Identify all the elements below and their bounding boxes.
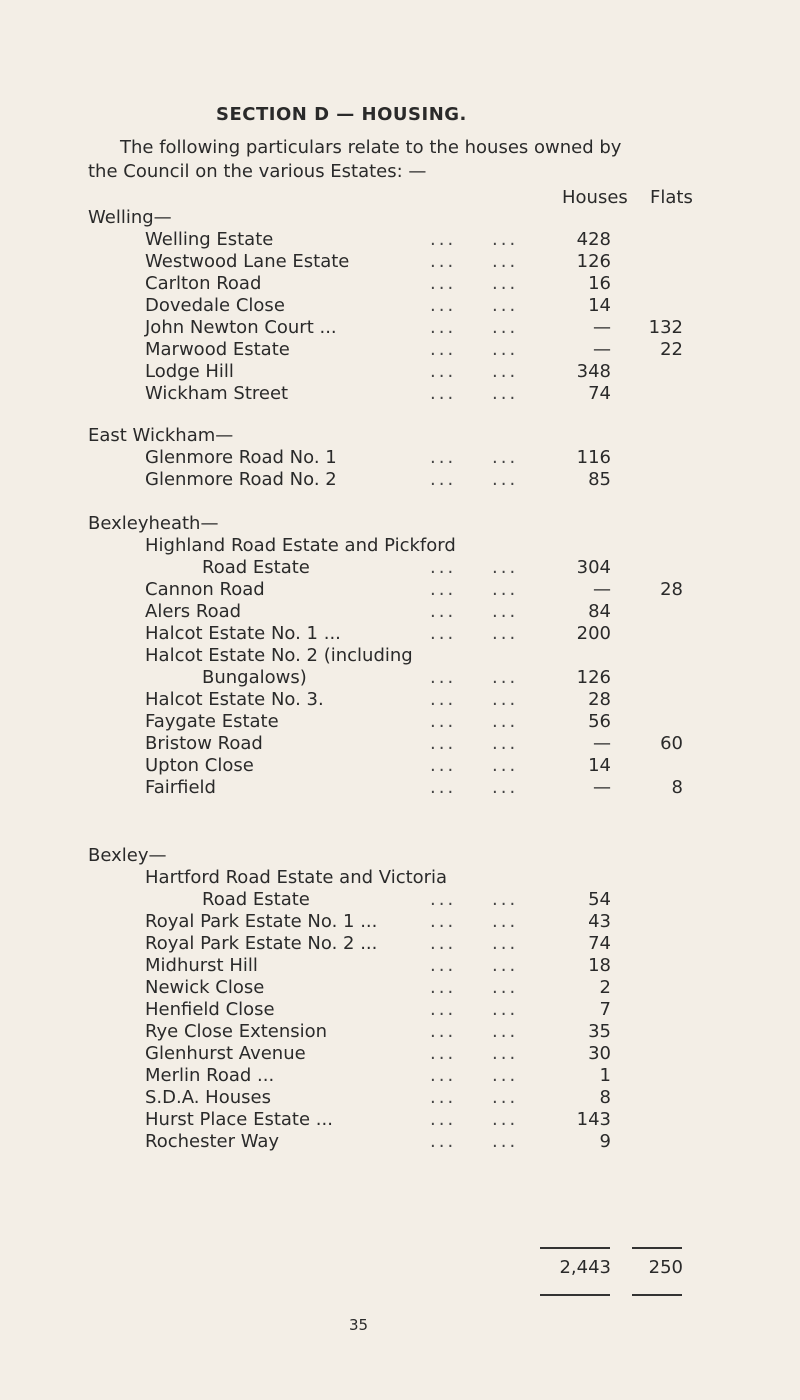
leader-dots: ... [492, 955, 519, 976]
flats-total: 250 [648, 1257, 683, 1278]
houses-count: 116 [576, 447, 611, 468]
intro-paragraph [88, 136, 728, 184]
leader-dots: ... [492, 469, 519, 490]
estate-name: Welling Estate [145, 229, 274, 250]
leader-dots: ... [430, 889, 457, 910]
houses-count: 74 [588, 933, 611, 954]
leader-dots: ... [430, 977, 457, 998]
houses-total-rule-bottom [540, 1294, 610, 1296]
leader-dots: ... [430, 383, 457, 404]
leader-dots: ... [430, 579, 457, 600]
leader-dots: ... [430, 1131, 457, 1152]
leader-dots: ... [492, 1109, 519, 1130]
table-row [0, 361, 800, 383]
houses-count: 43 [588, 911, 611, 932]
table-row [0, 557, 800, 579]
estate-name: Halcot Estate No. 2 (including [145, 645, 413, 666]
table-row [0, 733, 800, 755]
estate-name: Glenhurst Avenue [145, 1043, 306, 1064]
group-bexleyheath: Bexleyheath— [88, 513, 219, 534]
houses-count: 56 [588, 711, 611, 732]
estate-name: Hartford Road Estate and Victoria [145, 867, 448, 888]
houses-column-header: Houses [562, 187, 628, 208]
estate-name: Fairfield [145, 777, 216, 798]
leader-dots: ... [492, 733, 519, 754]
houses-count: 30 [588, 1043, 611, 1064]
estate-name: Henfield Close [145, 999, 275, 1020]
houses-count: 1 [599, 1065, 611, 1086]
leader-dots: ... [492, 777, 519, 798]
leader-dots: ... [430, 689, 457, 710]
table-row [0, 469, 800, 491]
houses-count: 126 [576, 251, 611, 272]
estate-name: Carlton Road [145, 273, 262, 294]
estate-name: Faygate Estate [145, 711, 279, 732]
houses-count: 14 [588, 755, 611, 776]
houses-count: — [593, 317, 611, 338]
group-east-wickham: East Wickham— [88, 425, 234, 446]
houses-count: 35 [588, 1021, 611, 1042]
leader-dots: ... [430, 999, 457, 1020]
leader-dots: ... [492, 623, 519, 644]
leader-dots: ... [492, 911, 519, 932]
leader-dots: ... [492, 273, 519, 294]
table-row [0, 251, 800, 273]
leader-dots: ... [492, 557, 519, 578]
houses-count: 126 [576, 667, 611, 688]
houses-count: 200 [576, 623, 611, 644]
leader-dots: ... [492, 579, 519, 600]
houses-count: 143 [576, 1109, 611, 1130]
houses-count: 428 [576, 229, 611, 250]
leader-dots: ... [430, 229, 457, 250]
estate-name: Newick Close [145, 977, 265, 998]
leader-dots: ... [492, 601, 519, 622]
houses-total: 2,443 [559, 1257, 611, 1278]
estate-name: Royal Park Estate No. 1 ... [145, 911, 378, 932]
estate-name: Glenmore Road No. 2 [145, 469, 337, 490]
houses-count: — [593, 733, 611, 754]
group-welling: Welling— [88, 207, 172, 228]
houses-count: 2 [599, 977, 611, 998]
table-row [0, 447, 800, 469]
leader-dots: ... [430, 361, 457, 382]
leader-dots: ... [492, 1065, 519, 1086]
table-row [0, 1109, 800, 1131]
estate-name: Dovedale Close [145, 295, 285, 316]
houses-count: 8 [599, 1087, 611, 1108]
leader-dots: ... [492, 339, 519, 360]
leader-dots: ... [492, 251, 519, 272]
leader-dots: ... [430, 317, 457, 338]
leader-dots: ... [492, 447, 519, 468]
table-row [0, 1131, 800, 1153]
estate-name: Alers Road [145, 601, 242, 622]
leader-dots: ... [492, 1043, 519, 1064]
estate-name: Royal Park Estate No. 2 ... [145, 933, 378, 954]
flats-count: 22 [660, 339, 683, 360]
estate-name: Merlin Road ... [145, 1065, 275, 1086]
leader-dots: ... [430, 733, 457, 754]
houses-count: 84 [588, 601, 611, 622]
table-row [0, 977, 800, 999]
leader-dots: ... [492, 711, 519, 732]
flats-total-rule-bottom [632, 1294, 682, 1296]
houses-count: 9 [599, 1131, 611, 1152]
flats-total-rule-top [632, 1247, 682, 1249]
leader-dots: ... [430, 1109, 457, 1130]
table-row [0, 777, 800, 799]
estate-name: Halcot Estate No. 1 ... [145, 623, 341, 644]
flats-count: 28 [660, 579, 683, 600]
estate-name: S.D.A. Houses [145, 1087, 271, 1108]
estate-name: Midhurst Hill [145, 955, 258, 976]
leader-dots: ... [492, 889, 519, 910]
leader-dots: ... [430, 295, 457, 316]
houses-count: 74 [588, 383, 611, 404]
table-row [0, 667, 800, 689]
table-row [0, 339, 800, 361]
leader-dots: ... [492, 1131, 519, 1152]
table-row [0, 317, 800, 339]
table-row [0, 1065, 800, 1087]
leader-dots: ... [492, 1021, 519, 1042]
estate-name: Halcot Estate No. 3. [145, 689, 324, 710]
leader-dots: ... [492, 933, 519, 954]
houses-total-rule-top [540, 1247, 610, 1249]
houses-count: — [593, 777, 611, 798]
table-row [0, 1087, 800, 1109]
table-row [0, 645, 800, 667]
leader-dots: ... [492, 977, 519, 998]
houses-count: 18 [588, 955, 611, 976]
estate-name: Westwood Lane Estate [145, 251, 350, 272]
leader-dots: ... [492, 999, 519, 1020]
houses-count: 14 [588, 295, 611, 316]
intro-line-1: The following particulars relate to the houses owned by [120, 137, 622, 158]
houses-count: — [593, 339, 611, 360]
table-row [0, 711, 800, 733]
group-bexley: Bexley— [88, 845, 167, 866]
table-row [0, 933, 800, 955]
leader-dots: ... [430, 447, 457, 468]
houses-count: 16 [588, 273, 611, 294]
estate-name: Lodge Hill [145, 361, 234, 382]
leader-dots: ... [430, 623, 457, 644]
leader-dots: ... [492, 689, 519, 710]
table-row [0, 1043, 800, 1065]
leader-dots: ... [492, 755, 519, 776]
leader-dots: ... [492, 1087, 519, 1108]
houses-count: 85 [588, 469, 611, 490]
leader-dots: ... [430, 273, 457, 294]
estate-name: Glenmore Road No. 1 [145, 447, 337, 468]
estate-name: Wickham Street [145, 383, 289, 404]
table-row [0, 273, 800, 295]
leader-dots: ... [492, 383, 519, 404]
estate-name: Road Estate [202, 557, 310, 578]
table-row [0, 911, 800, 933]
table-row [0, 689, 800, 711]
houses-count: 54 [588, 889, 611, 910]
leader-dots: ... [430, 933, 457, 954]
intro-line-2: the Council on the various Estates: — [88, 161, 427, 182]
leader-dots: ... [430, 251, 457, 272]
leader-dots: ... [430, 1021, 457, 1042]
leader-dots: ... [430, 339, 457, 360]
table-row [0, 755, 800, 777]
leader-dots: ... [492, 667, 519, 688]
leader-dots: ... [430, 1087, 457, 1108]
estate-name: Marwood Estate [145, 339, 290, 360]
table-row [0, 601, 800, 623]
houses-count: 348 [576, 361, 611, 382]
estate-name: Hurst Place Estate ... [145, 1109, 333, 1130]
flats-column-header: Flats [650, 187, 693, 208]
flats-count: 132 [648, 317, 683, 338]
flats-count: 8 [671, 777, 683, 798]
estate-name: Upton Close [145, 755, 254, 776]
estate-name: Bristow Road [145, 733, 263, 754]
flats-count: 60 [660, 733, 683, 754]
houses-count: 7 [599, 999, 611, 1020]
leader-dots: ... [492, 317, 519, 338]
table-row [0, 955, 800, 977]
leader-dots: ... [492, 229, 519, 250]
estate-name: Rochester Way [145, 1131, 280, 1152]
leader-dots: ... [430, 911, 457, 932]
table-row [0, 999, 800, 1021]
leader-dots: ... [430, 1043, 457, 1064]
houses-count: 304 [576, 557, 611, 578]
leader-dots: ... [430, 557, 457, 578]
houses-count: — [593, 579, 611, 600]
table-row [0, 383, 800, 405]
estate-name: Cannon Road [145, 579, 265, 600]
table-row [0, 867, 800, 889]
page-number: 35 [349, 1316, 369, 1334]
section-title: SECTION D — HOUSING. [216, 104, 467, 125]
leader-dots: ... [430, 1065, 457, 1086]
leader-dots: ... [430, 755, 457, 776]
estate-name: Road Estate [202, 889, 310, 910]
estate-name: Highland Road Estate and Pickford [145, 535, 456, 556]
leader-dots: ... [430, 711, 457, 732]
table-row [0, 1021, 800, 1043]
table-row [0, 579, 800, 601]
table-row [0, 623, 800, 645]
table-row [0, 229, 800, 251]
estate-name: Rye Close Extension [145, 1021, 328, 1042]
leader-dots: ... [430, 469, 457, 490]
table-row [0, 889, 800, 911]
estate-name: John Newton Court ... [145, 317, 337, 338]
leader-dots: ... [430, 955, 457, 976]
table-row [0, 535, 800, 557]
leader-dots: ... [492, 361, 519, 382]
houses-count: 28 [588, 689, 611, 710]
leader-dots: ... [430, 601, 457, 622]
leader-dots: ... [430, 667, 457, 688]
leader-dots: ... [492, 295, 519, 316]
leader-dots: ... [430, 777, 457, 798]
table-row [0, 295, 800, 317]
estate-name: Bungalows) [202, 667, 307, 688]
